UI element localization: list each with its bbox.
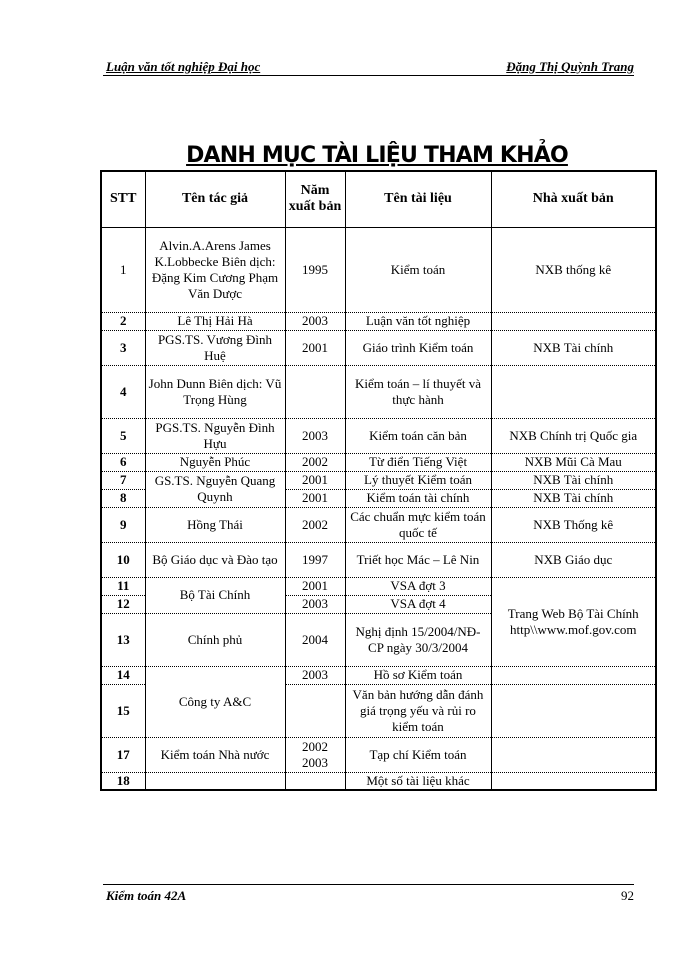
table-row — [101, 772, 656, 790]
cell-doc: Kiểm toán căn bản — [345, 418, 491, 453]
header-stt: STT — [101, 171, 145, 227]
table-row — [101, 330, 656, 365]
cell-doc: Nghị định 15/2004/NĐ-CP ngày 30/3/2004 — [345, 613, 491, 666]
cell-author: Chính phủ — [145, 613, 285, 666]
cell-stt: 18 — [101, 772, 145, 790]
cell-publisher: NXB Mũi Cà Mau — [491, 453, 656, 471]
cell-publisher — [491, 737, 656, 772]
cell-doc: Tạp chí Kiểm toán — [345, 737, 491, 772]
table-row — [101, 577, 656, 595]
cell-year: 2003 — [285, 312, 345, 330]
cell-author: GS.TS. Nguyễn Quang Quynh — [145, 471, 285, 507]
cell-author: PGS.TS. Nguyễn Đình Hựu — [145, 418, 285, 453]
cell-publisher — [491, 772, 656, 790]
cell-stt: 4 — [101, 365, 145, 418]
table-row — [101, 542, 656, 577]
cell-stt: 8 — [101, 489, 145, 507]
header-rule — [103, 75, 634, 76]
footer-left-text: Kiểm toán 42A — [106, 888, 187, 903]
header-right-text: Đặng Thị Quỳnh Trang — [506, 59, 634, 74]
cell-author: PGS.TS. Vương Đình Huệ — [145, 330, 285, 365]
cell-year: 2003 — [285, 418, 345, 453]
cell-author: Bộ Giáo dục và Đào tạo — [145, 542, 285, 577]
cell-author: John Dunn Biên dịch: Vũ Trọng Hùng — [145, 365, 285, 418]
cell-publisher: Trang Web Bộ Tài Chính http\\www.mof.gov.com — [491, 577, 656, 666]
cell-publisher: NXB thống kê — [491, 227, 656, 312]
cell-publisher: NXB Thống kê — [491, 507, 656, 542]
cell-publisher: NXB Tài chính — [491, 330, 656, 365]
header-publisher: Nhà xuất bản — [491, 171, 656, 227]
table-row — [101, 507, 656, 542]
cell-stt: 12 — [101, 595, 145, 613]
cell-author: Hồng Thái — [145, 507, 285, 542]
cell-publisher — [491, 684, 656, 737]
cell-author: Công ty A&C — [145, 666, 285, 737]
cell-doc: VSA đợt 3 — [345, 577, 491, 595]
cell-doc: Hồ sơ Kiểm toán — [345, 666, 491, 684]
cell-year: 2003 — [285, 666, 345, 684]
cell-doc: Lý thuyết Kiểm toán — [345, 471, 491, 489]
cell-doc: Từ điển Tiếng Việt — [345, 453, 491, 471]
cell-doc: Kiểm toán – lí thuyết và thực hành — [345, 365, 491, 418]
cell-doc: Giáo trình Kiểm toán — [345, 330, 491, 365]
cell-year: 2001 — [285, 577, 345, 595]
cell-year: 2001 — [285, 489, 345, 507]
cell-doc: VSA đợt 4 — [345, 595, 491, 613]
cell-stt: 13 — [101, 613, 145, 666]
references-table — [100, 170, 657, 791]
cell-year — [285, 684, 345, 737]
cell-author — [145, 772, 285, 790]
cell-year — [285, 365, 345, 418]
cell-stt: 14 — [101, 666, 145, 684]
cell-author: Kiểm toán Nhà nước — [145, 737, 285, 772]
cell-publisher — [491, 312, 656, 330]
cell-year: 2004 — [285, 613, 345, 666]
cell-doc: Kiểm toán tài chính — [345, 489, 491, 507]
cell-doc: Luận văn tốt nghiệp — [345, 312, 491, 330]
cell-year: 2002 — [285, 453, 345, 471]
cell-year: 2003 — [285, 595, 345, 613]
cell-stt: 11 — [101, 577, 145, 595]
table-row — [101, 737, 656, 772]
table-row — [101, 453, 656, 471]
cell-year: 2002 2003 — [285, 737, 345, 772]
footer-rule — [103, 884, 634, 885]
cell-year — [285, 772, 345, 790]
table-row — [101, 471, 656, 489]
cell-author: Nguyễn Phúc — [145, 453, 285, 471]
table-row — [101, 666, 656, 684]
table-row — [101, 312, 656, 330]
page-number: 92 — [621, 888, 634, 903]
table-row — [101, 418, 656, 453]
header-author: Tên tác giả — [145, 171, 285, 227]
cell-stt: 5 — [101, 418, 145, 453]
cell-year: 2002 — [285, 507, 345, 542]
cell-year: 1995 — [285, 227, 345, 312]
cell-stt: 17 — [101, 737, 145, 772]
cell-stt: 15 — [101, 684, 145, 737]
cell-publisher — [491, 365, 656, 418]
cell-publisher — [491, 666, 656, 684]
cell-stt: 6 — [101, 453, 145, 471]
cell-year: 2001 — [285, 330, 345, 365]
cell-stt: 1 — [101, 227, 145, 312]
cell-year: 1997 — [285, 542, 345, 577]
cell-publisher: NXB Tài chính — [491, 471, 656, 489]
cell-stt: 9 — [101, 507, 145, 542]
cell-stt: 3 — [101, 330, 145, 365]
header-year: Năm xuất bản — [285, 171, 345, 227]
cell-doc: Các chuẩn mực kiểm toán quốc tế — [345, 507, 491, 542]
table-row — [101, 365, 656, 418]
table-header-row — [101, 171, 656, 227]
cell-year: 2001 — [285, 471, 345, 489]
header-left-text: Luận văn tốt nghiệp Đại học — [106, 59, 261, 74]
cell-publisher: NXB Chính trị Quốc gia — [491, 418, 656, 453]
cell-stt: 2 — [101, 312, 145, 330]
cell-publisher: NXB Tài chính — [491, 489, 656, 507]
cell-doc: Kiểm toán — [345, 227, 491, 312]
cell-author: Lê Thị Hải Hà — [145, 312, 285, 330]
cell-author: Alvin.A.Arens James K.Lobbecke Biên dịch: Đặng Kim Cương Phạm Văn Dược — [145, 227, 285, 312]
cell-stt: 7 — [101, 471, 145, 489]
cell-publisher: NXB Giáo dục — [491, 542, 656, 577]
cell-doc: Một số tài liệu khác — [345, 772, 491, 790]
cell-stt: 10 — [101, 542, 145, 577]
table-row — [101, 227, 656, 312]
header-doc: Tên tài liệu — [345, 171, 491, 227]
page-title: DANH MỤC TÀI LIỆU THAM KHẢO — [186, 143, 568, 168]
cell-doc: Triết học Mác – Lê Nin — [345, 542, 491, 577]
cell-doc: Văn bản hướng dẫn đánh giá trọng yếu và rủi ro kiểm toán — [345, 684, 491, 737]
cell-author: Bộ Tài Chính — [145, 577, 285, 613]
